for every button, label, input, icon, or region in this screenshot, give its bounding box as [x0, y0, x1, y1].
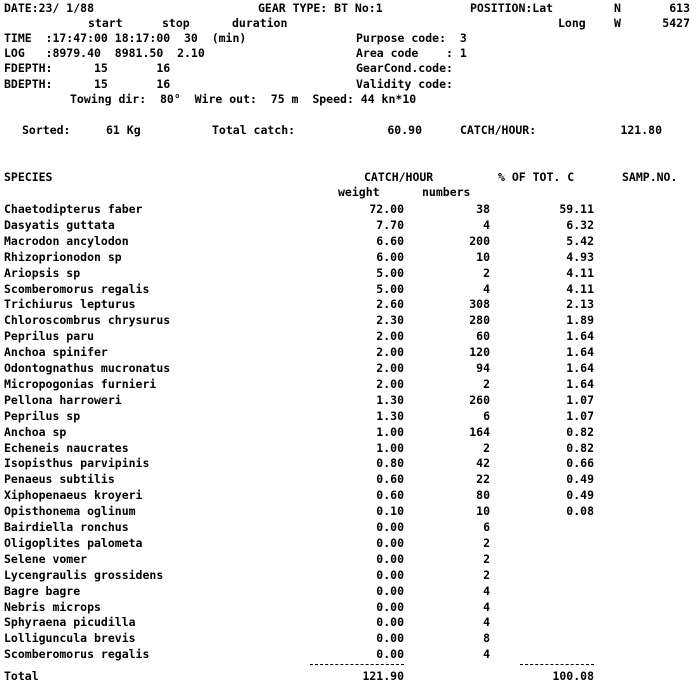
numbers-cell: 2	[483, 265, 490, 280]
weight-cell: 72.00	[369, 202, 404, 216]
numbers-cell: 280	[469, 313, 490, 328]
numbers-cell: 8	[483, 631, 490, 646]
weight-cell: 0.10	[376, 504, 404, 519]
pct-cell: 2.13	[566, 297, 594, 312]
weight-cell: 5.00	[376, 281, 404, 296]
weight-cell: 2.30	[376, 313, 404, 328]
total-pct: 100.08	[552, 669, 594, 683]
pct-cell: 0.66	[566, 456, 594, 471]
weight-cell: 0.60	[376, 488, 404, 503]
species-name: Bairdiella ronchus	[4, 520, 129, 534]
bdepth-row: BDEPTH: 15 16	[4, 77, 171, 91]
col-duration: duration	[232, 16, 288, 30]
total-weight: 121.90	[362, 669, 404, 683]
area-code: Area code : 1	[356, 46, 467, 60]
weight-cell: 1.00	[376, 440, 404, 455]
head-pct-total: % OF TOT. C	[498, 170, 575, 184]
species-name: Echeneis naucrates	[4, 440, 129, 455]
weight-cell: 2.00	[376, 329, 404, 344]
species-name: Penaeus subtilis	[4, 472, 115, 487]
long-hemisphere: W	[614, 16, 621, 30]
pct-cell: 1.64	[566, 376, 594, 391]
species-name: Lycengraulis grossidens	[4, 567, 164, 582]
numbers-cell: 2	[483, 440, 490, 455]
pct-cell: 0.08	[566, 504, 594, 519]
weight-cell: 0.00	[376, 567, 404, 582]
weight-cell: 0.00	[376, 647, 404, 662]
species-name: Isopisthus parvipinis	[4, 456, 150, 471]
numbers-cell: 164	[469, 424, 490, 439]
gear-type: GEAR TYPE: BT No:1	[258, 1, 383, 15]
numbers-cell: 2	[483, 551, 490, 566]
numbers-cell: 42	[476, 456, 490, 471]
species-name: Pellona harroweri	[4, 392, 122, 407]
lat-hemisphere: N	[614, 1, 621, 15]
species-name: Macrodon ancylodon	[4, 233, 129, 248]
numbers-cell: 60	[476, 329, 490, 344]
weight-total-rule	[310, 664, 404, 665]
lat-value: 613	[669, 1, 690, 15]
species-name: Chloroscombrus chrysurus	[4, 313, 171, 328]
species-name: Xiphopenaeus kroyeri	[4, 488, 143, 503]
species-name: Scomberomorus regalis	[4, 281, 150, 296]
species-name: Selene vomer	[4, 551, 88, 566]
pct-cell: 1.64	[566, 329, 594, 344]
numbers-cell: 10	[476, 504, 490, 519]
weight-cell: 6.60	[376, 233, 404, 248]
gearcond-code: GearCond.code:	[356, 61, 453, 75]
species-name: Anchoa spinifer	[4, 345, 108, 360]
head-species: SPECIES	[4, 170, 53, 184]
species-name: Sphyraena picudilla	[4, 615, 136, 630]
sorted-value: 61 Kg	[106, 123, 141, 137]
numbers-cell: 260	[469, 392, 490, 407]
numbers-cell: 94	[476, 361, 490, 375]
weight-cell: 0.00	[376, 520, 404, 534]
pct-cell: 1.07	[566, 392, 594, 407]
date-label: DATE:23/ 1/88	[4, 1, 95, 15]
weight-cell: 0.00	[376, 631, 404, 646]
pct-cell: 0.49	[566, 472, 594, 487]
species-name: Opisthonema oglinum	[4, 504, 136, 519]
numbers-cell: 38	[476, 202, 490, 216]
species-name: Scomberomorus regalis	[4, 647, 150, 662]
total-catch-label: Total catch:	[212, 123, 296, 137]
species-name: Trichiurus lepturus	[4, 297, 136, 312]
numbers-cell: 2	[483, 376, 490, 391]
species-name: Anchoa sp	[4, 424, 67, 439]
pct-cell: 0.82	[566, 424, 594, 439]
numbers-cell: 4	[483, 647, 490, 662]
weight-cell: 0.00	[376, 535, 404, 550]
sub-weight: weight	[338, 185, 380, 199]
head-catch-hour: CATCH/HOUR	[364, 170, 434, 184]
numbers-cell: 200	[469, 233, 490, 248]
total-label: Total	[4, 669, 39, 683]
numbers-cell: 4	[483, 281, 490, 296]
numbers-cell: 6	[483, 520, 490, 534]
weight-cell: 0.00	[376, 551, 404, 566]
numbers-cell: 6	[483, 408, 490, 423]
numbers-cell: 2	[483, 535, 490, 550]
weight-cell: 2.00	[376, 376, 404, 391]
weight-cell: 0.00	[376, 615, 404, 630]
fdepth-row: FDEPTH: 15 16	[4, 61, 171, 75]
pct-cell: 4.11	[566, 265, 594, 280]
catch-hour-value: 121.80	[620, 123, 662, 137]
towing-row: Towing dir: 80° Wire out: 75 m Speed: 44 kn*10	[70, 92, 417, 106]
pct-cell: 6.32	[566, 217, 594, 232]
log-row: LOG :8979.40 8981.50 2.10	[4, 46, 205, 60]
weight-cell: 1.30	[376, 392, 404, 407]
weight-cell: 5.00	[376, 265, 404, 280]
species-name: Rhizoprionodon sp	[4, 249, 122, 264]
pct-cell: 0.82	[566, 440, 594, 455]
position-label: POSITION:Lat	[470, 1, 554, 15]
weight-cell: 0.00	[376, 599, 404, 614]
species-name: Micropogonias furnieri	[4, 376, 157, 391]
numbers-cell: 308	[469, 297, 490, 312]
pct-cell: 1.89	[566, 313, 594, 328]
pct-cell: 1.07	[566, 408, 594, 423]
weight-cell: 0.00	[376, 583, 404, 598]
weight-cell: 2.60	[376, 297, 404, 312]
species-name: Bagre bagre	[4, 583, 81, 598]
pct-cell: 59.11	[559, 202, 594, 216]
species-name: Lolliguncula brevis	[4, 631, 136, 646]
long-value: 5427	[662, 16, 690, 30]
weight-cell: 6.00	[376, 249, 404, 264]
weight-cell: 2.00	[376, 345, 404, 360]
pct-cell: 5.42	[566, 233, 594, 248]
species-name: Chaetodipterus faber	[4, 202, 143, 216]
long-label: Long	[558, 16, 586, 30]
weight-cell: 7.70	[376, 217, 404, 232]
validity-code: Validity code:	[356, 77, 453, 91]
numbers-cell: 4	[483, 583, 490, 598]
numbers-cell: 4	[483, 599, 490, 614]
species-name: Ariopsis sp	[4, 265, 81, 280]
species-name: Peprilus sp	[4, 408, 81, 423]
pct-cell: 1.64	[566, 345, 594, 360]
pct-cell: 4.93	[566, 249, 594, 264]
pct-cell: 4.11	[566, 281, 594, 296]
pct-total-rule	[520, 664, 594, 665]
species-name: Odontognathus mucronatus	[4, 361, 171, 375]
species-name: Nebris microps	[4, 599, 101, 614]
total-catch-value: 60.90	[387, 123, 422, 137]
sorted-label: Sorted:	[22, 123, 71, 137]
weight-cell: 1.30	[376, 408, 404, 423]
numbers-cell: 80	[476, 488, 490, 503]
weight-cell: 0.60	[376, 472, 404, 487]
numbers-cell: 4	[483, 217, 490, 232]
col-stop: stop	[162, 16, 190, 30]
head-samp-no: SAMP.NO.	[622, 170, 678, 184]
species-name: Oligoplites palometa	[4, 535, 143, 550]
numbers-cell: 2	[483, 567, 490, 582]
purpose-code: Purpose code: 3	[356, 31, 467, 45]
species-name: Dasyatis guttata	[4, 217, 115, 232]
species-name: Peprilus paru	[4, 329, 95, 344]
pct-cell: 0.49	[566, 488, 594, 503]
col-start: start	[88, 16, 123, 30]
sub-numbers: numbers	[422, 185, 471, 199]
numbers-cell: 120	[469, 345, 490, 360]
weight-cell: 0.80	[376, 456, 404, 471]
time-row: TIME :17:47:00 18:17:00 30 (min)	[4, 31, 247, 45]
pct-cell: 1.64	[566, 361, 594, 375]
weight-cell: 2.00	[376, 361, 404, 375]
catch-hour-label: CATCH/HOUR:	[460, 123, 537, 137]
weight-cell: 1.00	[376, 424, 404, 439]
numbers-cell: 22	[476, 472, 490, 487]
numbers-cell: 10	[476, 249, 490, 264]
numbers-cell: 4	[483, 615, 490, 630]
